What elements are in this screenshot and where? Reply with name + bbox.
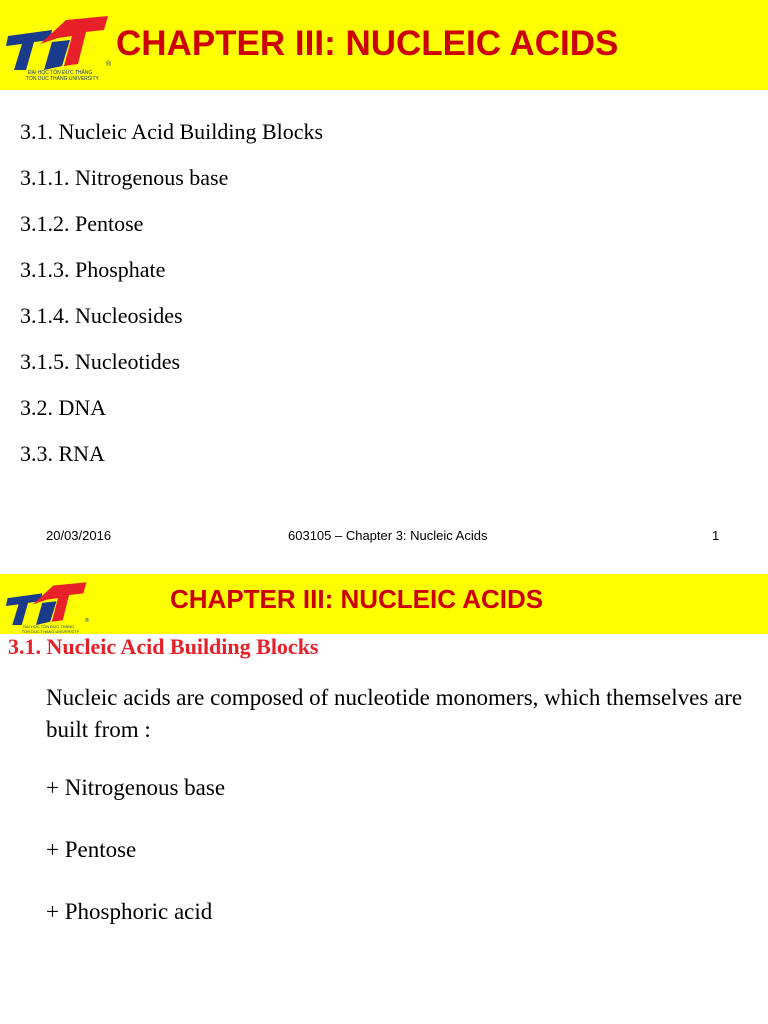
table-of-contents (20, 118, 323, 486)
toc-item: 3.1.3. Phosphate (20, 257, 166, 282)
footer-page-number: 1 (712, 528, 720, 543)
logo-tagline-2: TON DUC THANG UNIVERSITY (21, 628, 80, 634)
toc-item: 3.1.4. Nucleosides (20, 303, 183, 328)
registered-mark: ® (84, 617, 89, 624)
footer-date: 20/03/2016 (46, 528, 112, 543)
list-item: + Nitrogenous base (46, 775, 226, 800)
chapter-title: CHAPTER III: NUCLEIC ACIDS (116, 24, 619, 63)
toc-item: 3.1.2. Pentose (20, 211, 144, 236)
tdt-university-logo (0, 576, 94, 636)
slide-2 (0, 562, 768, 1024)
toc-item: 3.2. DNA (20, 395, 107, 420)
toc-item: 3.1.1. Nitrogenous base (20, 165, 229, 190)
footer-course: 603105 – Chapter 3: Nucleic Acids (288, 528, 488, 543)
chapter-title: CHAPTER III: NUCLEIC ACIDS (170, 584, 544, 614)
toc-item: 3.3. RNA (20, 441, 105, 466)
toc-item: 3.1. Nucleic Acid Building Blocks (20, 119, 324, 144)
logo-tagline-2: TON DUC THANG UNIVERSITY (26, 76, 99, 82)
toc-item: 3.1.5. Nucleotides (20, 349, 181, 374)
registered-mark: ® (106, 61, 112, 68)
list-item: + Pentose (46, 837, 137, 862)
list-item: + Phosphoric acid (46, 899, 213, 924)
component-list (46, 774, 225, 960)
section-heading: 3.1. Nucleic Acid Building Blocks (8, 634, 319, 659)
logo-tagline-1: ĐẠI HỌC TÔN ĐỨC THẮNG (23, 624, 75, 630)
logo-tagline-1: ĐẠI HỌC TÔN ĐỨC THẮNG (28, 70, 93, 76)
tdt-university-logo (0, 8, 116, 84)
intro-paragraph: Nucleic acids are composed of nucleotide monomers, which themselves are built from : (46, 685, 743, 742)
